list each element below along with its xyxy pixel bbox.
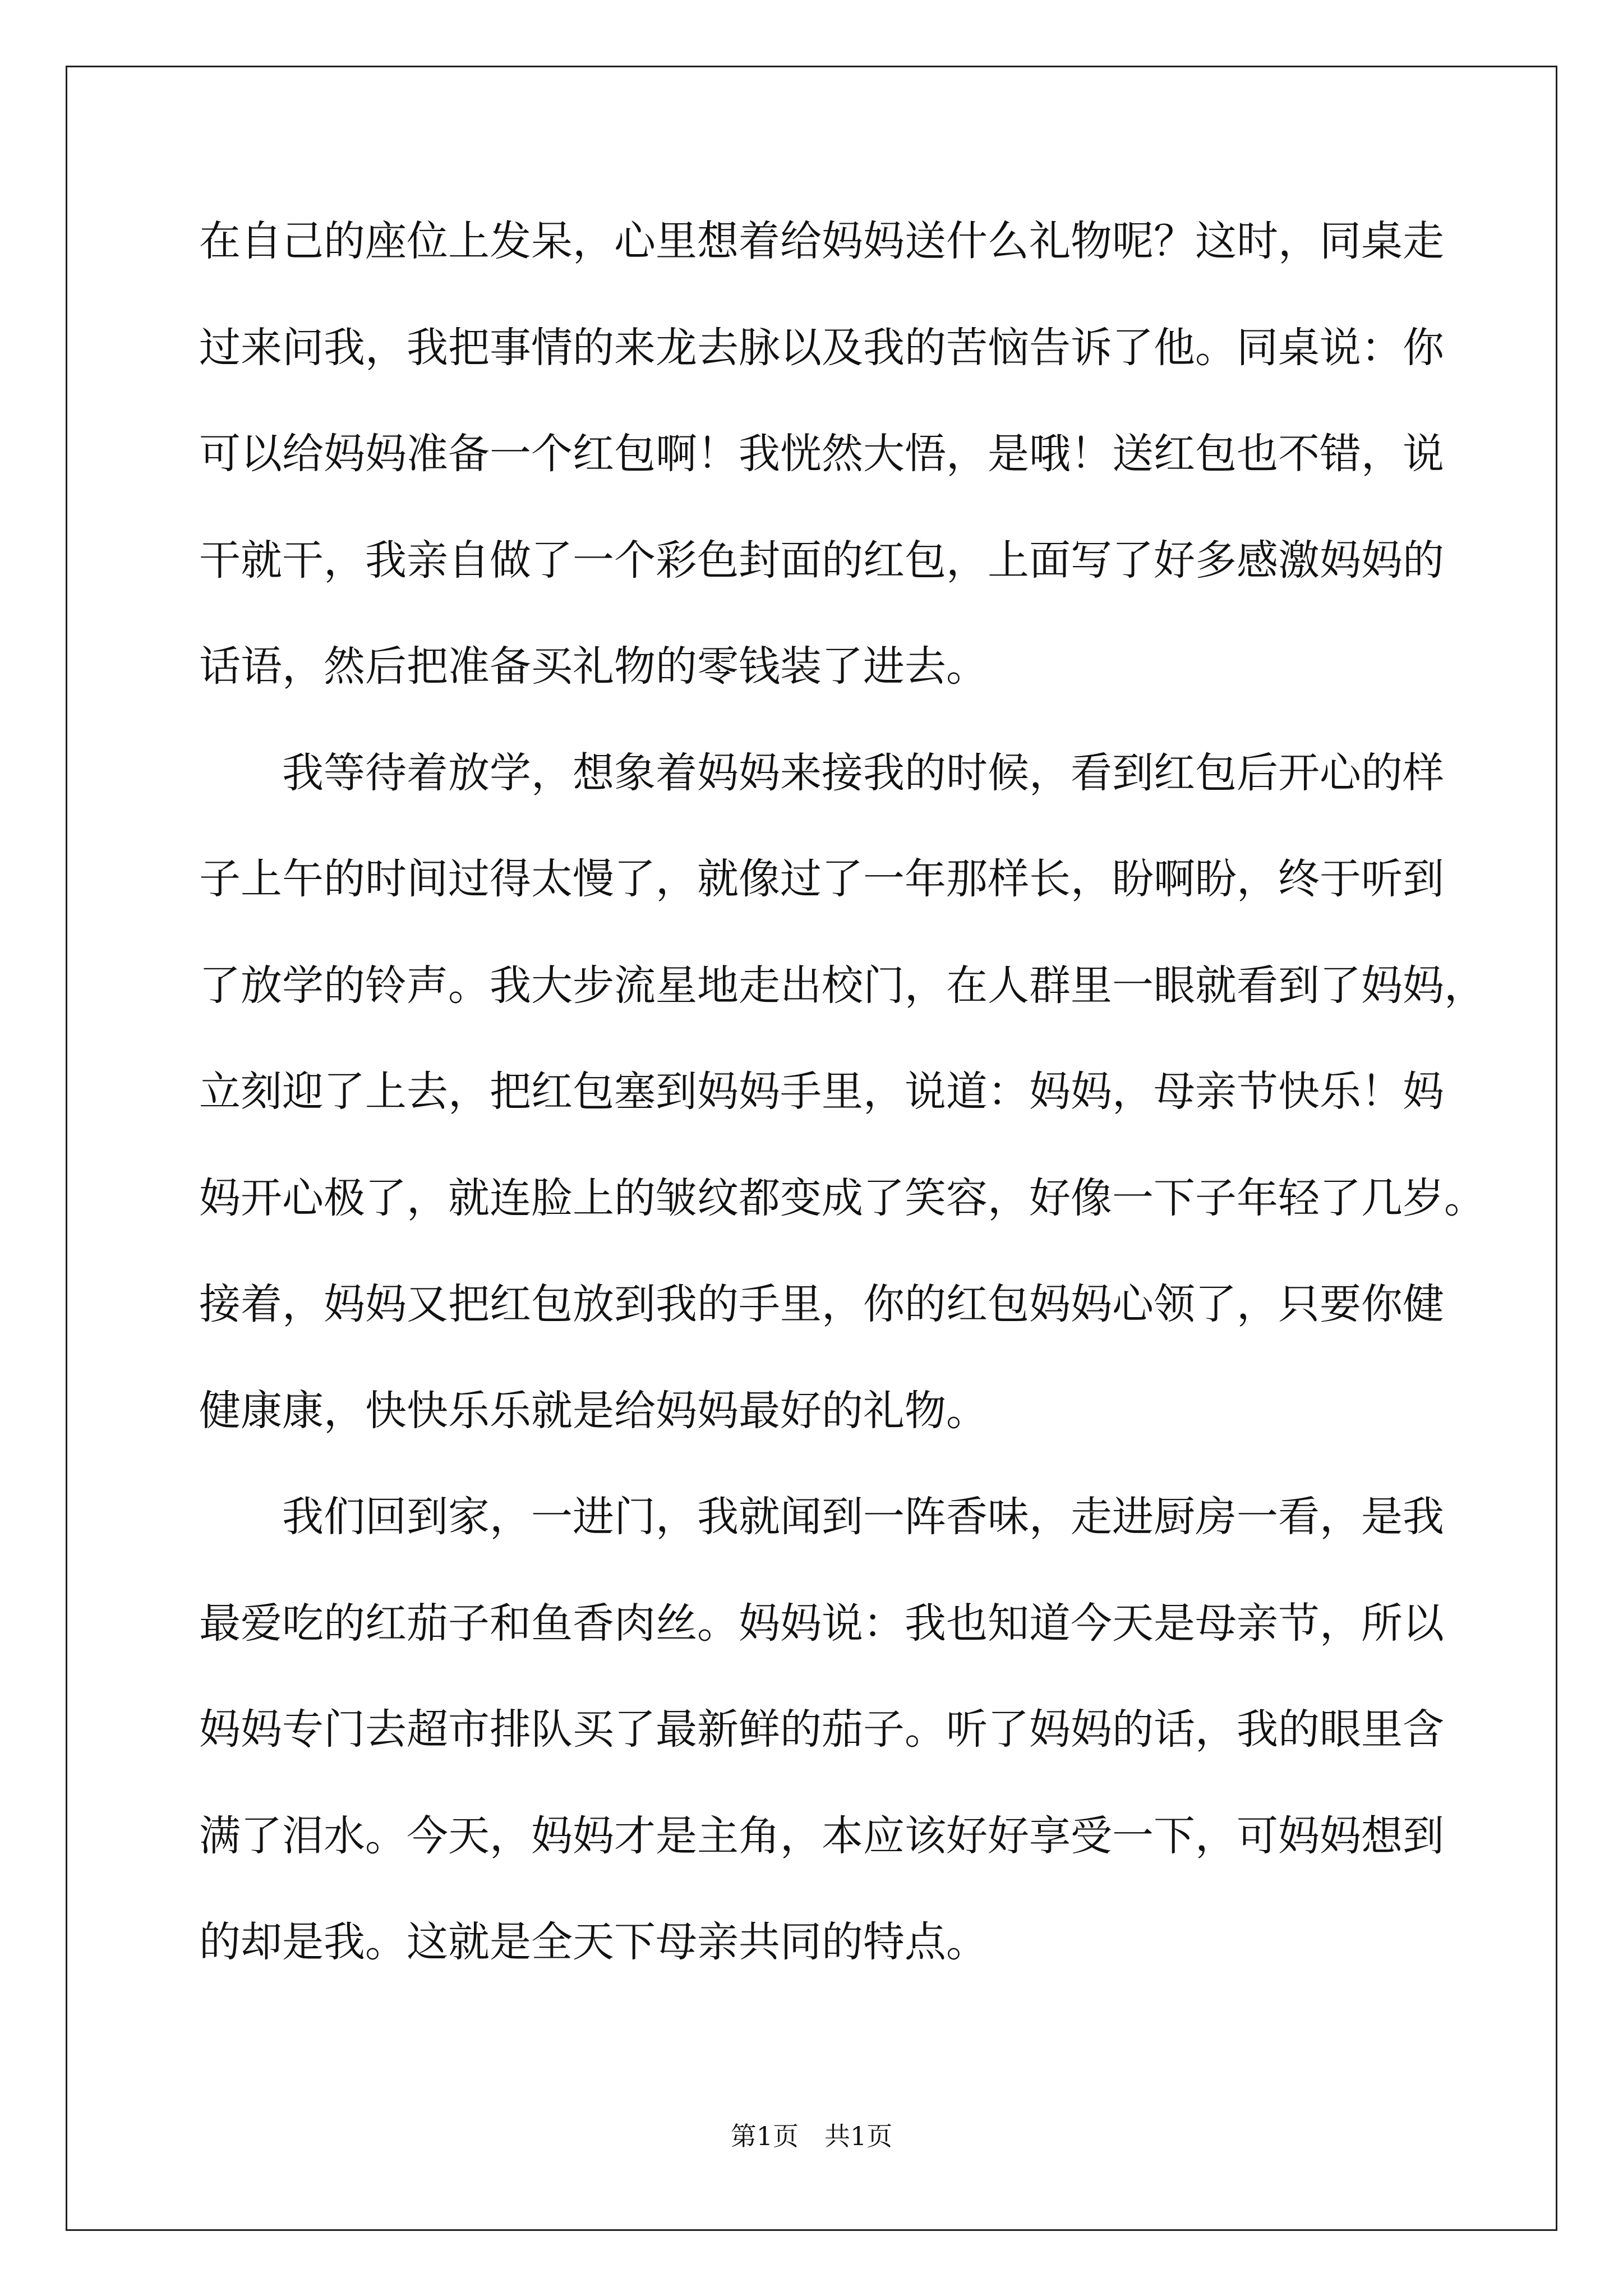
document-body [199,210,1486,2018]
text-line: 过来问我，我把事情的来龙去脉以及我的苦恼告诉了他。同桌说：你 [199,323,1444,372]
text-line: 健康康，快快乐乐就是给妈妈最好的礼物。 [199,1386,988,1435]
text-line: 可以给妈妈准备一个红包啊！我恍然大悟，是哦！送红包也不错，说 [199,430,1444,478]
text-line: 在自己的座位上发呆，心里想着给妈妈送什么礼物呢？这时，同桌走 [199,217,1444,265]
text-line: 话语，然后把准备买礼物的零钱装了进去。 [199,642,988,691]
page-number: 第1页 [730,2121,799,2151]
page-total: 共1页 [824,2121,893,2151]
text-line: 了放学的铃声。我大步流星地走出校门，在人群里一眼就看到了妈妈， [199,961,1486,1010]
text-line: 干就干，我亲自做了一个彩色封面的红包，上面写了好多感激妈妈的 [199,536,1444,585]
text-line: 妈妈专门去超市排队买了最新鲜的茄子。听了妈妈的话，我的眼里含 [199,1705,1444,1754]
text-line: 接着，妈妈又把红包放到我的手里，你的红包妈妈心领了，只要你健 [199,1280,1444,1328]
text-line: 子上午的时间过得太慢了，就像过了一年那样长，盼啊盼，终于听到 [199,855,1444,903]
page-footer [0,2119,1623,2153]
text-line: 妈开心极了，就连脸上的皱纹都变成了笑容，好像一下子年轻了几岁。 [199,1174,1486,1222]
text-line: 满了泪水。今天，妈妈才是主角，本应该好好享受一下，可妈妈想到 [199,1811,1444,1860]
text-line: 最爱吃的红茄子和鱼香肉丝。妈妈说：我也知道今天是母亲节，所以 [199,1599,1444,1648]
text-line: 我等待着放学，想象着妈妈来接我的时候，看到红包后开心的样 [282,748,1444,797]
text-line: 我们回到家，一进门，我就闻到一阵香味，走进厨房一看，是我 [282,1493,1444,1541]
text-line: 立刻迎了上去，把红包塞到妈妈手里，说道：妈妈，母亲节快乐！妈 [199,1068,1444,1116]
text-line: 的却是我。这就是全天下母亲共同的特点。 [199,1918,988,1966]
